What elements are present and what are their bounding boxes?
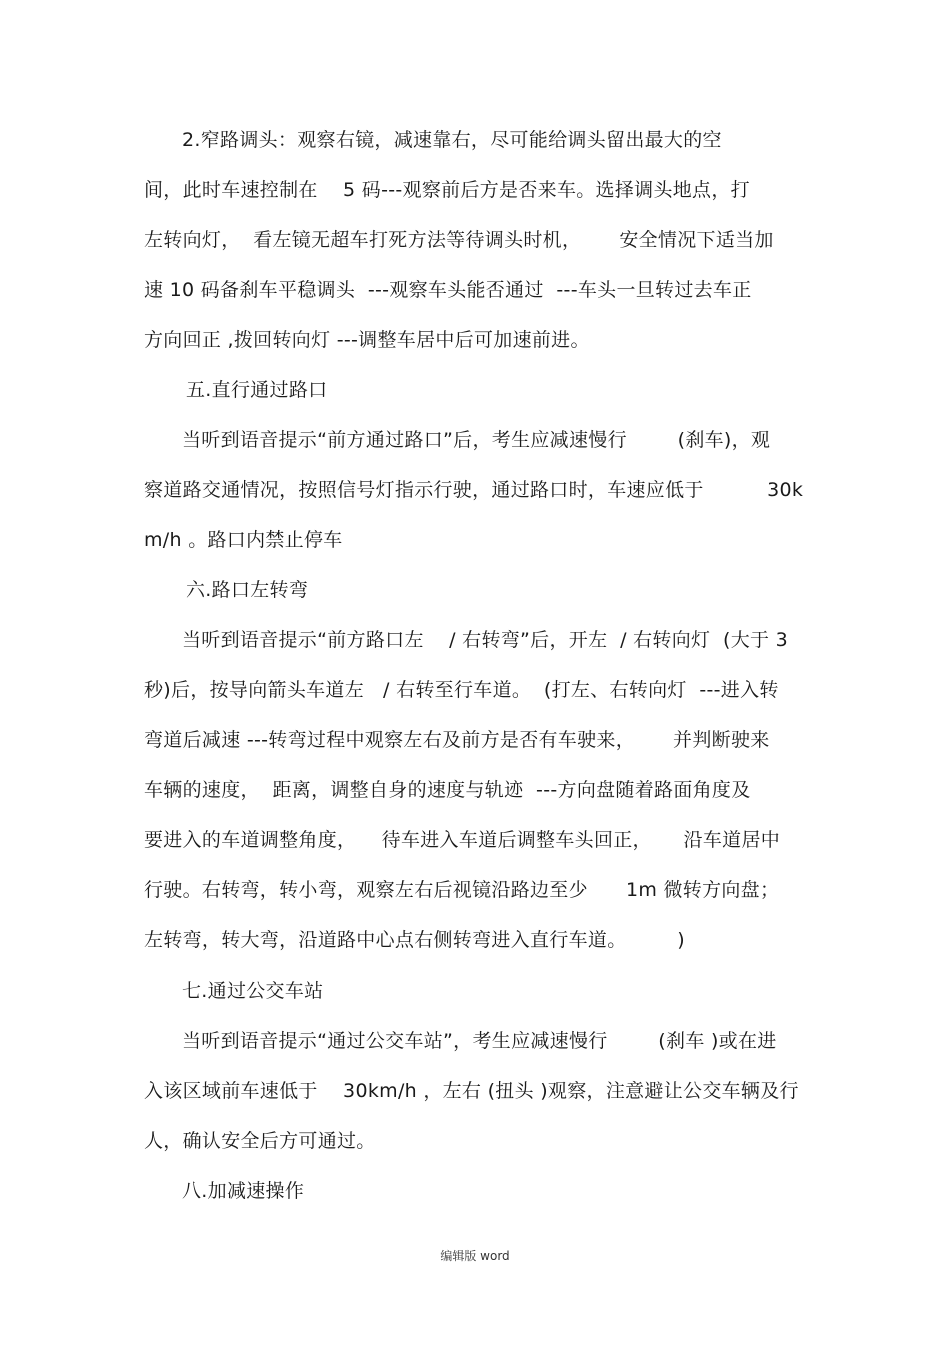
text-line: 弯道后减速 ---转弯过程中观察左右及前方是否有车驶来， 并判断驶来 bbox=[144, 729, 770, 751]
text-line: 入该区域前车速低于 30km/h ，左右 (扭头 )观察，注意避让公交车辆及行 bbox=[144, 1080, 799, 1102]
section-heading: 五.直行通过路口 bbox=[186, 379, 328, 401]
text-line: 秒)后，按导向箭头车道左 / 右转至行车道。 (打左、右转向灯 ---进入转 bbox=[144, 679, 779, 701]
text-line: 左转弯，转大弯，沿道路中心点右侧转弯进入直行车道。 ) bbox=[144, 929, 685, 951]
text-line: 察道路交通情况，按照信号灯指示行驶，通过路口时，车速应低于 30k bbox=[144, 479, 804, 501]
page-footer: 编辑版 word bbox=[440, 1249, 510, 1263]
text-line: 当听到语音提示“通过公交车站”，考生应减速慢行 (刹车 )或在进 bbox=[182, 1030, 777, 1052]
text-line: 间，此时车速控制在 5 码---观察前后方是否来车。选择调头地点，打 bbox=[144, 179, 750, 201]
text-line: 行驶。右转弯，转小弯，观察左右后视镜沿路边至少 1m 微转方向盘； bbox=[144, 879, 780, 901]
text-line: 车辆的速度， 距离，调整自身的速度与轨迹 ---方向盘随着路面角度及 bbox=[144, 779, 751, 801]
text-line: 速 10 码备刹车平稳调头 ---观察车头能否通过 ---车头一旦转过去车正 bbox=[144, 279, 752, 301]
text-line: 左转向灯， 看左镜无超车打死方法等待调头时机， 安全情况下适当加 bbox=[144, 229, 774, 251]
text-line: 当听到语音提示“前方路口左 / 右转弯”后，开左 / 右转向灯 (大于 3 bbox=[182, 629, 789, 651]
text-line: 方向回正 ,拨回转向灯 ---调整车居中后可加速前进。 bbox=[144, 329, 590, 351]
section-heading: 八.加减速操作 bbox=[182, 1180, 305, 1202]
text-line: 人，确认安全后方可通过。 bbox=[144, 1130, 376, 1152]
text-line: 要进入的车道调整角度， 待车进入车道后调整车头回正， 沿车道居中 bbox=[144, 829, 781, 851]
text-line: 2.窄路调头：观察右镜，减速靠右，尽可能给调头留出最大的空 bbox=[182, 129, 722, 151]
text-line: 当听到语音提示“前方通过路口”后，考生应减速慢行 (刹车)，观 bbox=[182, 429, 771, 451]
text-line: m/h 。路口内禁止停车 bbox=[144, 529, 343, 551]
section-heading: 六.路口左转弯 bbox=[186, 579, 309, 601]
section-heading: 七.通过公交车站 bbox=[182, 980, 324, 1002]
